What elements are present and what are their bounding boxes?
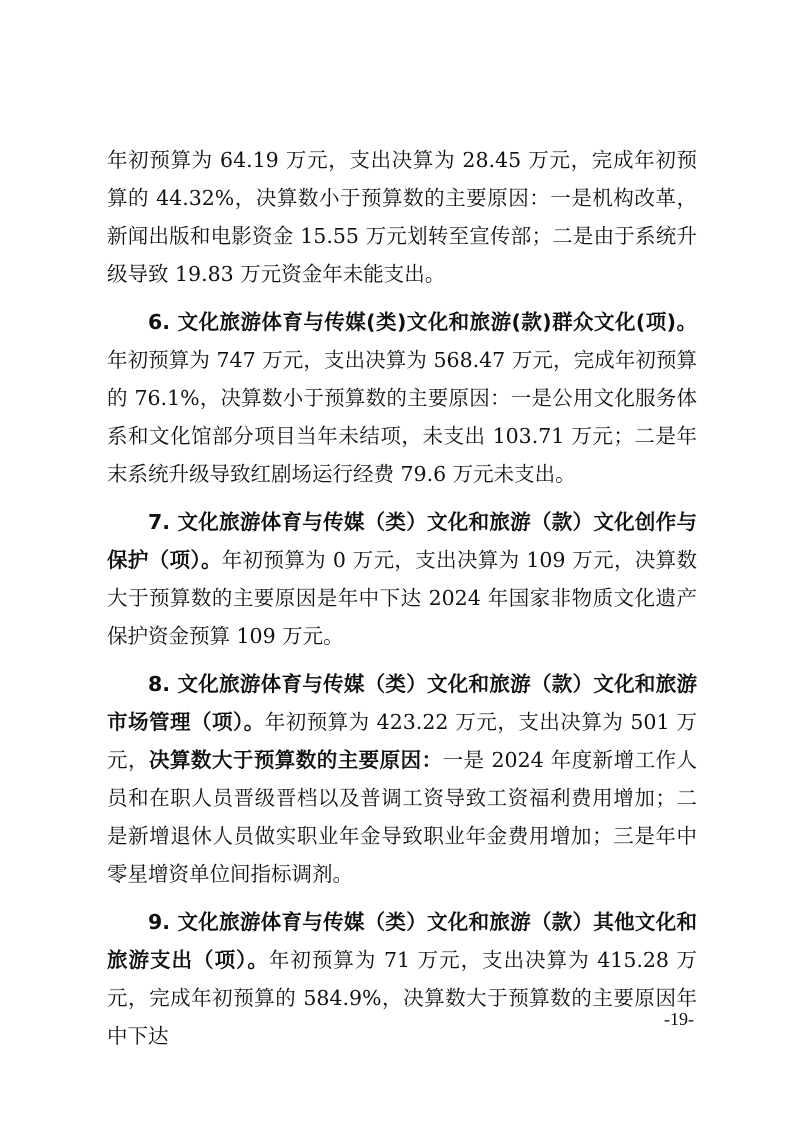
item-heading: 6. 文化旅游体育与传媒(类)文化和旅游(款)群众文化(项)。 (148, 310, 697, 334)
paragraph-text: 年初预算为 64.19 万元，支出决算为 28.45 万元，完成年初预算的 44.32%，决算数小于预算数的主要原因：一是机构改革，新闻出版和电影资金 15.55 万元划转至宣传部；二是由于系统升级导致 19.83 万元资金年未能支出。 (107, 148, 697, 286)
page-number: -19- (664, 1009, 694, 1029)
paragraph-text: 年初预算为 423.22 万元，支出决算为 501 万元， (107, 710, 697, 772)
paragraph-item-7 (107, 503, 697, 655)
reason-heading: 决算数大于预算数的主要原因： (148, 748, 443, 772)
paragraph-item-6 (107, 303, 697, 493)
paragraph-text-tail: 一是 2024 年度新增工作人员和在职人员晋级晋档以及普调工资导致工资福利费用增加；二是新增退休人员做实职业年金导致职业年金费用增加；三是年中零星增资单位间指标调剂。 (107, 748, 698, 886)
item-heading: 7. 文化旅游体育与传媒（类）文化和旅游（款）文化创作与保护（项）。 (107, 510, 697, 572)
paragraph-text: 年初预算为 747 万元，支出决算为 568.47 万元，完成年初预算的 76.1%，决算数小于预算数的主要原因：一是公用文化服务体系和文化馆部分项目当年未结项，未支出 103.71 万元；二是年末系统升级导致红剧场运行经费 79.6 万元未支出。 (107, 348, 697, 486)
item-heading: 9. 文化旅游体育与传媒（类）文化和旅游（款）其他文化和旅游支出（项）。 (107, 910, 697, 972)
paragraph-text: 年初预算为 71 万元，支出决算为 415.28 万元，完成年初预算的 584.9%，决算数大于预算数的主要原因年中下达 (107, 948, 697, 1048)
paragraph-continuation (107, 141, 697, 293)
paragraph-item-8 (107, 665, 697, 893)
paragraph-text: 年初预算为 0 万元，支出决算为 109 万元，决算数大于预算数的主要原因是年中下达 2024 年国家非物质文化遗产保护资金预算 109 万元。 (107, 548, 697, 648)
item-heading: 8. 文化旅游体育与传媒（类）文化和旅游（款）文化和旅游市场管理（项）。 (107, 672, 697, 734)
paragraph-item-9 (107, 903, 697, 1055)
